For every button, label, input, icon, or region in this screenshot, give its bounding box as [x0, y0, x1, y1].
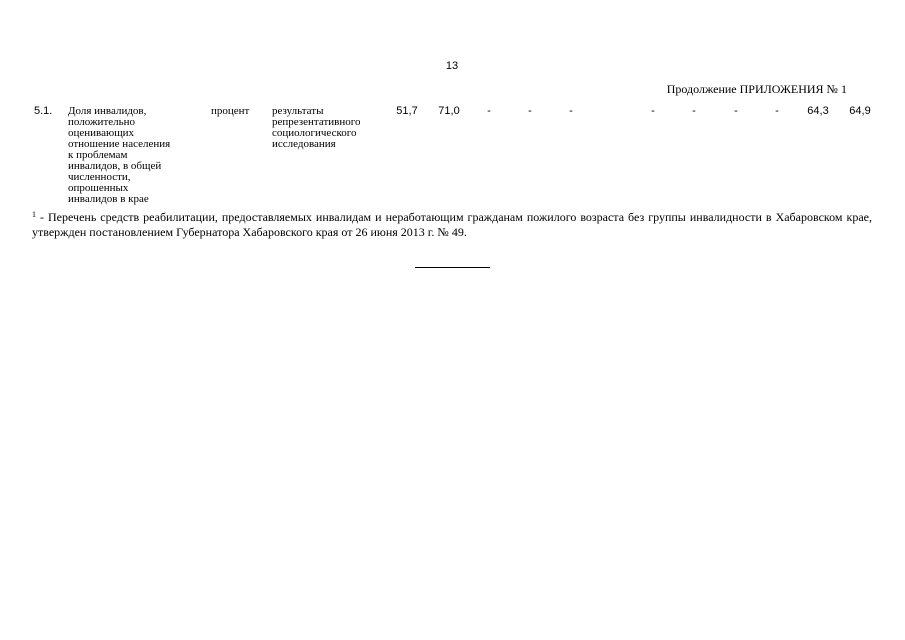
source-line: результаты: [272, 105, 324, 117]
footnote-text: - Перечень средств реабилитации, предоставляемых инвалидам и неработающим гражданам пожилого возраста без группы инвалидности в Хабаровском крае, утвержден постановлением Губернатора Хабаровского края от 26 июня 2013 г. № 49.: [32, 210, 872, 239]
continuation-title: Продолжение ПРИЛОЖЕНИЯ № 1: [666, 82, 847, 96]
value-cell: -: [734, 105, 738, 117]
source-line: социологического: [272, 127, 357, 139]
value-cell: -: [651, 105, 655, 117]
value-cell: -: [692, 105, 696, 117]
indicator-line: оценивающих: [68, 127, 135, 139]
page-number: 13: [445, 60, 459, 72]
source-line: исследования: [272, 138, 336, 150]
value-cell: -: [775, 105, 779, 117]
separator-line: [415, 267, 490, 268]
indicator-name: [68, 106, 203, 205]
footnote: [32, 207, 872, 240]
indicator-line: к проблемам: [68, 149, 128, 161]
row-number: 5.1.: [34, 105, 53, 117]
value-cell: -: [528, 105, 532, 117]
indicator-line: инвалидов, в общей: [68, 160, 162, 172]
indicator-line: численности,: [68, 171, 131, 183]
data-source: [272, 106, 392, 150]
footnote-marker: 1: [32, 210, 36, 219]
value-cell: -: [569, 105, 573, 117]
indicator-line: опрошенных: [68, 182, 129, 194]
value-cell: 71,0: [438, 105, 460, 117]
value-cell: 64,3: [807, 105, 829, 117]
indicator-line: Доля инвалидов,: [68, 105, 147, 117]
value-cell: 51,7: [396, 105, 418, 117]
value-cell: 64,9: [849, 105, 871, 117]
value-cell: -: [487, 105, 491, 117]
indicator-line: отношение населения: [68, 138, 171, 150]
unit: процент: [211, 105, 250, 117]
indicator-line: инвалидов в крае: [68, 193, 149, 205]
indicator-line: положительно: [68, 116, 136, 128]
source-line: репрезентативного: [272, 116, 361, 128]
